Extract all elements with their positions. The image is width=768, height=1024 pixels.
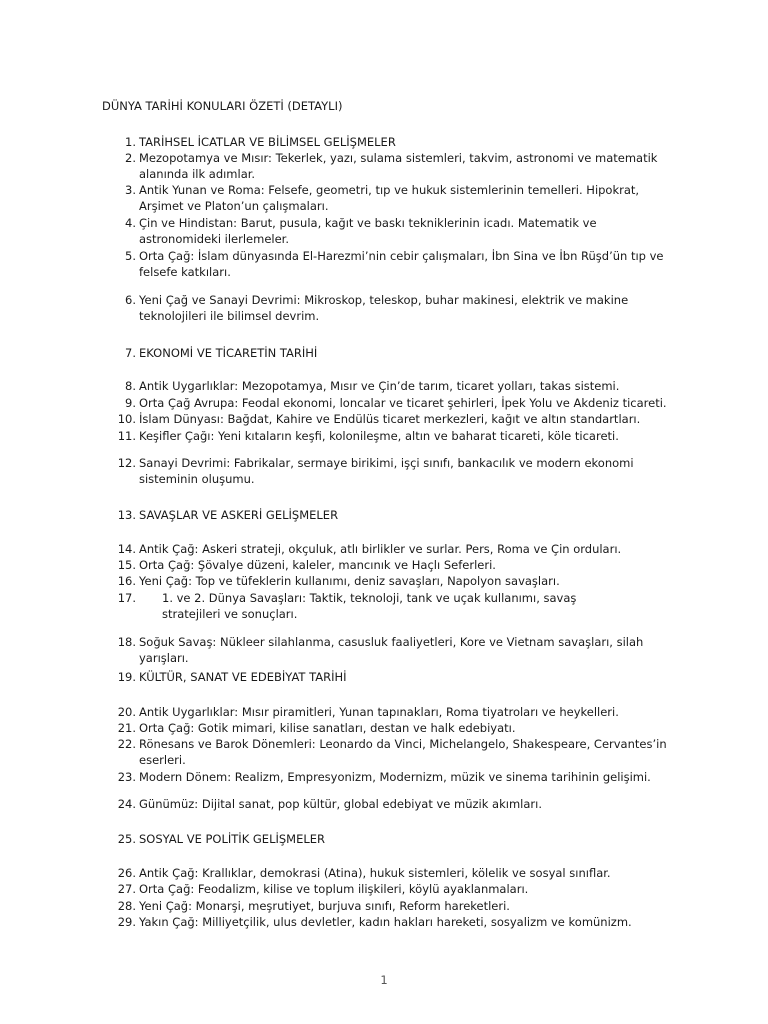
- item-text: TARİHSEL İCATLAR VE BİLİMSEL GELİŞMELER: [139, 135, 396, 149]
- item-text: Çin ve Hindistan: Barut, pusula, kağıt ve baskı tekniklerinin icadı. Matematik ve astronomideki ilerlemeler.: [139, 216, 597, 247]
- item-number: 29.: [117, 915, 136, 929]
- item-text: 1. ve 2. Dünya Savaşları: Taktik, teknoloji, tank ve uçak kullanımı, savaş stratejileri ve sonuçları.: [162, 591, 577, 622]
- item-number: 24.: [117, 797, 136, 811]
- item-number: 26.: [117, 866, 136, 880]
- item-number: 14.: [117, 542, 136, 556]
- item-text: Sanayi Devrimi: Fabrikalar, sermaye birikimi, işçi sınıfı, bankacılık ve modern ekonomi sisteminin oluşumu.: [139, 456, 634, 487]
- item-text: Rönesans ve Barok Dönemleri: Leonardo da Vinci, Michelangelo, Shakespeare, Cervantes’in eserleri.: [139, 737, 667, 768]
- item-number: 8.: [125, 379, 136, 393]
- item-text: Antik Çağ: Krallıklar, demokrasi (Atina), hukuk sistemleri, kölelik ve sosyal sınıflar.: [139, 866, 611, 880]
- item-text: EKONOMİ VE TİCARETİN TARİHİ: [139, 346, 318, 360]
- item-number: 21.: [117, 721, 136, 735]
- item-text: Antik Uygarlıklar: Mezopotamya, Mısır ve Çin’de tarım, ticaret yolları, takas sistemi.: [139, 379, 620, 393]
- item-number: 12.: [117, 456, 136, 470]
- item-text: Antik Çağ: Askeri strateji, okçuluk, atlı birlikler ve surlar. Pers, Roma ve Çin orduları.: [139, 542, 622, 556]
- item-text: SAVAŞLAR VE ASKERİ GELİŞMELER: [139, 508, 339, 522]
- item-text: Soğuk Savaş: Nükleer silahlanma, casusluk faaliyetleri, Kore ve Vietnam savaşları, silah yarışları.: [139, 635, 644, 666]
- item-text: Orta Çağ Avrupa: Feodal ekonomi, loncalar ve ticaret şehirleri, İpek Yolu ve Akdeniz ticareti.: [139, 396, 667, 410]
- item-text: Yeni Çağ ve Sanayi Devrimi: Mikroskop, teleskop, buhar makinesi, elektrik ve makine teknolojileri ile bilimsel devrim.: [139, 293, 629, 324]
- item-number: 18.: [117, 635, 136, 649]
- item-number: 3.: [125, 183, 136, 197]
- item-number: 15.: [117, 558, 136, 572]
- item-number: 16.: [117, 574, 136, 588]
- item-number: 13.: [117, 508, 136, 522]
- item-text: KÜLTÜR, SANAT VE EDEBİYAT TARİHİ: [139, 670, 347, 684]
- item-number: 25.: [117, 832, 136, 846]
- item-text: Yeni Çağ: Monarşi, meşrutiyet, burjuva sınıfı, Reform hareketleri.: [139, 899, 510, 913]
- item-text: Orta Çağ: Gotik mimari, kilise sanatları, destan ve halk edebiyatı.: [139, 721, 516, 735]
- item-text: Yeni Çağ: Top ve tüfeklerin kullanımı, deniz savaşları, Napolyon savaşları.: [139, 574, 560, 588]
- item-text: Yakın Çağ: Milliyetçilik, ulus devletler, kadın hakları hareketi, sosyalizm ve komünizm.: [139, 915, 632, 929]
- item-text: İslam Dünyası: Bağdat, Kahire ve Endülüs ticaret merkezleri, kağıt ve altın standartları.: [139, 412, 641, 426]
- item-text: Orta Çağ: İslam dünyasında El-Harezmi’nin cebir çalışmaları, İbn Sina ve İbn Rüşd’ün tıp ve felsefe katkıları.: [139, 249, 664, 280]
- item-text: SOSYAL VE POLİTİK GELİŞMELER: [139, 832, 326, 846]
- item-number: 10.: [117, 412, 136, 426]
- item-number: 2.: [125, 151, 136, 165]
- item-number: 9.: [125, 396, 136, 410]
- item-number: 1.: [125, 135, 136, 149]
- item-number: 28.: [117, 899, 136, 913]
- item-number: 7.: [125, 346, 136, 360]
- item-number: 5.: [125, 249, 136, 263]
- item-text: Günümüz: Dijital sanat, pop kültür, global edebiyat ve müzik akımları.: [139, 797, 542, 811]
- item-number: 6.: [125, 293, 136, 307]
- item-number: 11.: [117, 429, 136, 443]
- item-number: 27.: [117, 882, 136, 896]
- item-text: Antik Yunan ve Roma: Felsefe, geometri, tıp ve hukuk sistemlerinin temelleri. Hipokrat, Arşimet ve Platon’un çalışmaları.: [139, 183, 640, 214]
- item-text: Mezopotamya ve Mısır: Tekerlek, yazı, sulama sistemleri, takvim, astronomi ve matematik alanında ilk adımlar.: [139, 151, 658, 182]
- document-title: DÜNYA TARİHİ KONULARI ÖZETİ (DETAYLI): [102, 99, 343, 113]
- item-number: 19.: [117, 670, 136, 684]
- item-number: 22.: [117, 737, 136, 751]
- item-text: Keşifler Çağı: Yeni kıtaların keşfi, kolonileşme, altın ve baharat ticareti, köle ticareti.: [139, 429, 619, 443]
- item-number: 23.: [117, 770, 136, 784]
- item-text: Orta Çağ: Şövalye düzeni, kaleler, mancınık ve Haçlı Seferleri.: [139, 558, 496, 572]
- page-number: 1: [380, 973, 388, 987]
- item-number: 4.: [125, 216, 136, 230]
- item-number: 20.: [117, 705, 136, 719]
- item-number: 17.: [117, 591, 136, 605]
- item-text: Orta Çağ: Feodalizm, kilise ve toplum ilişkileri, köylü ayaklanmaları.: [139, 882, 529, 896]
- item-text: Modern Dönem: Realizm, Empresyonizm, Modernizm, müzik ve sinema tarihinin gelişimi.: [139, 770, 651, 784]
- item-text: Antik Uygarlıklar: Mısır piramitleri, Yunan tapınakları, Roma tiyatroları ve heykelleri.: [139, 705, 619, 719]
